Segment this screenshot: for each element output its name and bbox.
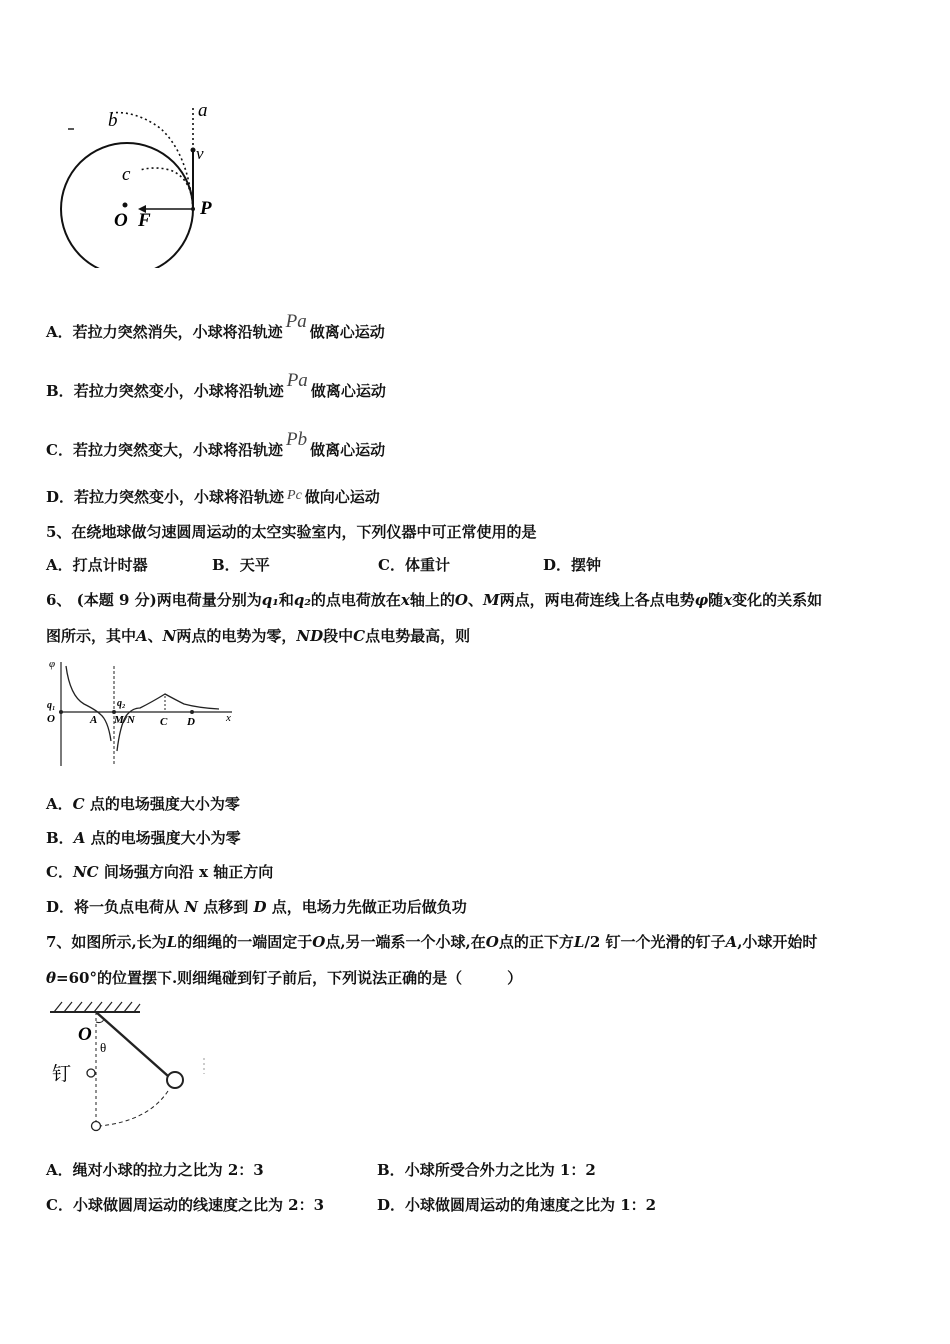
label-p: P bbox=[200, 198, 212, 219]
label-a: A bbox=[90, 714, 98, 726]
ceiling-hatch bbox=[54, 1002, 140, 1012]
q7-option-c: C．小球做圆周运动的线速度之比为 2：3 bbox=[46, 1196, 325, 1214]
track-label: Pa bbox=[285, 311, 307, 332]
swing-arc bbox=[100, 1091, 168, 1126]
label-o: O bbox=[78, 1024, 92, 1045]
q6-option-a: A．C 点的电场强度大小为零 bbox=[46, 795, 240, 813]
option-key: D． bbox=[46, 488, 75, 506]
track-b bbox=[110, 113, 193, 209]
lowest-point bbox=[92, 1122, 101, 1131]
track-label: Pb bbox=[285, 429, 308, 450]
q7-stem-line1: 7、如图所示,长为L的细绳的一端固定于O点,另一端系一个小球,在O点的正下方L/2 钉一个光滑的钉子A,小球开始时 bbox=[46, 933, 818, 951]
q5-stem: 5、在绕地球做匀速圆周运动的太空实验室内，下列仪器中可正常使用的是 bbox=[46, 523, 537, 541]
ball bbox=[167, 1072, 183, 1088]
velocity-tip bbox=[191, 148, 196, 153]
option-key: B． bbox=[46, 382, 74, 400]
pendulum-figure bbox=[48, 996, 213, 1136]
curve-left bbox=[66, 666, 111, 741]
point-d bbox=[190, 710, 194, 714]
q6-option-b: B．A 点的电场强度大小为零 bbox=[46, 829, 241, 847]
label-q1: q₁ bbox=[47, 700, 56, 711]
track-label: Pa bbox=[286, 370, 308, 391]
track-label: Pc bbox=[287, 488, 302, 503]
label-x: x bbox=[226, 712, 231, 724]
q6-option-c: C．NC 间场强方向沿 x 轴正方向 bbox=[46, 863, 274, 881]
label-o: O bbox=[114, 210, 128, 231]
q5-option-c: C．体重计 bbox=[378, 556, 450, 574]
q4-option-a: A．若拉力突然消失，小球将沿轨迹 Pa 做离心运动 bbox=[46, 311, 385, 341]
q7-option-d: D．小球做圆周运动的角速度之比为 1：2 bbox=[377, 1196, 657, 1214]
q7-option-a: A．绳对小球的拉力之比为 2：3 bbox=[46, 1161, 264, 1179]
q4-option-d: D．若拉力突然变小，小球将沿轨迹 Pc 做向心运动 bbox=[46, 488, 380, 506]
q6-stem-line2: 图所示，其中A、N两点的电势为零，ND段中C点电势最高，则 bbox=[46, 627, 471, 645]
label-nail: 钉 bbox=[52, 1064, 72, 1085]
q6-option-d: D．将一负点电荷从 N 点移到 D 点，电场力先做正功后做负功 bbox=[46, 898, 467, 916]
point-o bbox=[59, 710, 63, 714]
label-b: b bbox=[108, 110, 118, 131]
label-theta: θ bbox=[100, 1040, 107, 1055]
string bbox=[96, 1012, 168, 1076]
q6-stem-line1: 6、 (本题 9 分)两电荷量分别为q₁和q₂的点电荷放在x轴上的O、M两点，两电荷连线上各点电势φ随x变化的关系如 bbox=[46, 591, 823, 609]
label-phi: φ bbox=[49, 658, 56, 670]
nail bbox=[87, 1069, 95, 1077]
q7-stem-line2: θ=60°的位置摆下.则细绳碰到钉子前后，下列说法正确的是（ ） bbox=[46, 969, 523, 987]
point-p bbox=[191, 207, 195, 211]
label-a: a bbox=[198, 100, 208, 121]
label-v: v bbox=[196, 144, 204, 163]
label-c: c bbox=[122, 164, 131, 185]
center-point bbox=[123, 203, 128, 208]
q5-option-d: D．摆钟 bbox=[543, 556, 602, 574]
q4-option-c: C．若拉力突然变大，小球将沿轨迹 Pb 做离心运动 bbox=[46, 429, 386, 459]
option-key: C． bbox=[46, 441, 73, 459]
q4-option-b: B．若拉力突然变小，小球将沿轨迹 Pa 做离心运动 bbox=[46, 370, 386, 400]
track-c bbox=[140, 168, 193, 209]
label-mn: M/N bbox=[114, 714, 135, 726]
q7-option-b: B．小球所受合外力之比为 1：2 bbox=[377, 1161, 596, 1179]
potential-graph bbox=[44, 656, 244, 770]
label-f: F bbox=[138, 210, 151, 231]
circular-motion-figure bbox=[50, 98, 240, 268]
option-key: A． bbox=[46, 323, 73, 341]
label-d: D bbox=[187, 716, 195, 728]
label-c: C bbox=[160, 716, 168, 728]
label-q2: q₂ bbox=[117, 698, 126, 709]
q5-option-a: A．打点计时器 bbox=[46, 556, 148, 574]
label-o: O bbox=[47, 713, 55, 725]
q5-option-b: B．天平 bbox=[212, 556, 270, 574]
